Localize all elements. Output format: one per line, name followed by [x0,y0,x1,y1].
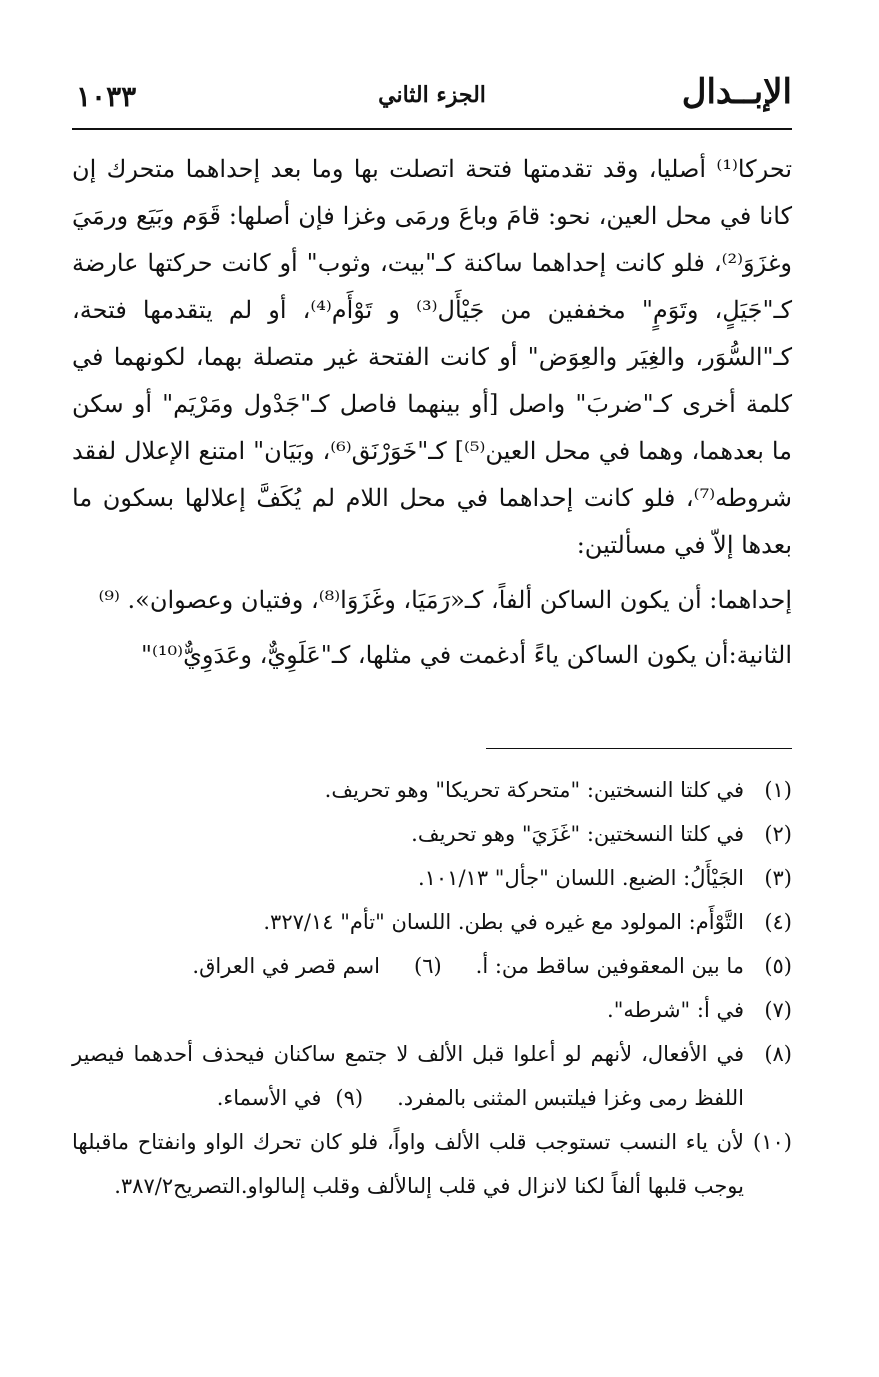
footnote [72,900,792,944]
page-header [72,60,792,116]
footnote-number: (٧) [764,998,792,1022]
footnote-text [72,1032,744,1120]
footnote [72,856,792,900]
footnote-number: (٥) [764,954,792,978]
footnote-number: (٢) [764,822,792,846]
footnote-divider [486,748,792,749]
footnote-number: (٨) [764,1042,792,1066]
footnote [72,988,792,1032]
footnote [72,944,792,988]
footnote-number: (٤) [764,910,792,934]
footnote-text: في الأفعال، لأنهم لو أعلوا قبل الألف لا جتمع ساكنان فيحذف أحدهما فيصير اللفظ رمى وغزا فيلتبس المثنى بالمفرد. [72,1042,744,1110]
footnotes [72,768,792,1208]
footnote-number: (١) [764,778,792,802]
footnote-text: ما بين المعقوفين ساقط من: أ. [475,954,744,978]
footnote-number: (٦) [413,954,442,978]
footnote-text: لأن ياء النسب تستوجب قلب الألف واواً، فلو كان تحرك الواو وانفتاح ماقبلها يوجب قلبها ألفاً لكنا لانزال في قلب إلىالألف وقلب إلىالواو.التصريح٣٨٧/٢. [72,1130,744,1198]
page-number: ١٠٣٣ [76,80,137,113]
footnote-text: في الأسماء. [216,1086,322,1110]
paragraph: إحداهما: أن يكون الساكن ألفاً، كـ«رَمَيَا، وغَزَوَا⁽⁸⁾، وفتيان وعصوان». ⁽⁹⁾ [98,586,792,614]
chapter-title: الإبــدال [681,72,792,112]
header-divider [72,128,792,130]
footnote [72,1120,792,1208]
footnote-text: التَّوْأَم: المولود مع غيره في بطن. اللسان "تأم" ٣٢٧/١٤. [263,910,744,934]
footnote-text: الجَيْأَلُ: الضبع. اللسان "جأل" ١٠١/١٣. [417,866,744,890]
footnote-text: اسم قصر في العراق. [192,954,380,978]
paragraph: تحركا⁽¹⁾ أصليا، وقد تقدمتها فتحة اتصلت بها وما بعد إحداهما متحرك إن كانا في محل العين، نحو: قامَ وباعَ ورمَى وغزا فإن أصلها: قَوَم وبَيَع ورمَيَ وغزَوَ⁽²⁾، فلو كانت إحداهما ساكنة كـ"بيت، وثوب" أو كانت حركتها عارضة كـ"جَيَلٍ، وتَوَمٍ" مخففين من جَيْأَل⁽³⁾ و تَوْأَم⁽⁴⁾، أو لم يتقدمها فتحة، كـ"السُّوَر، والغِيَر والعِوَض" أو كانت الفتحة غير متصلة بهما، لكونهما في كلمة أخرى كـ"ضربَ" واصل [أو بينهما فاصل كـ"جَدْول ومَرْيَم" أو سكن ما بعدهما، وهما في محل العين⁽⁵⁾] كـ"خَوَرْنَق⁽⁶⁾، وبَيَان" امتنع الإعلال لفقد شروطه⁽⁷⁾، فلو كانت إحداهما في محل اللام لم يُكَفَّ إعلالها بسكون ما بعدها إلاّ في مسألتين: [72,155,793,559]
footnote-number: (٩) [335,1086,364,1110]
main-text [72,146,792,679]
footnote-text: في كلتا النسختين: "متحركة تحريكا" وهو تحريف. [324,778,744,802]
paragraph: الثانية:أن يكون الساكن ياءً أدغمت في مثلها، كـ"عَلَوِيٌّ، وعَدَوِيٌّ⁽¹⁰⁾" [140,641,792,669]
footnote-text: في أ: "شرطه". [607,998,744,1022]
footnote [72,1032,792,1120]
footnote-text [72,944,744,988]
footnote-number: (١٠) [753,1130,792,1154]
footnote-number: (٣) [764,866,792,890]
footnote [72,768,792,812]
book-page [72,60,793,669]
footnote-text: في كلتا النسختين: "غَزَيَ" وهو تحريف. [411,822,744,846]
footnote [72,812,792,856]
part-title: الجزء الثاني [378,82,486,108]
